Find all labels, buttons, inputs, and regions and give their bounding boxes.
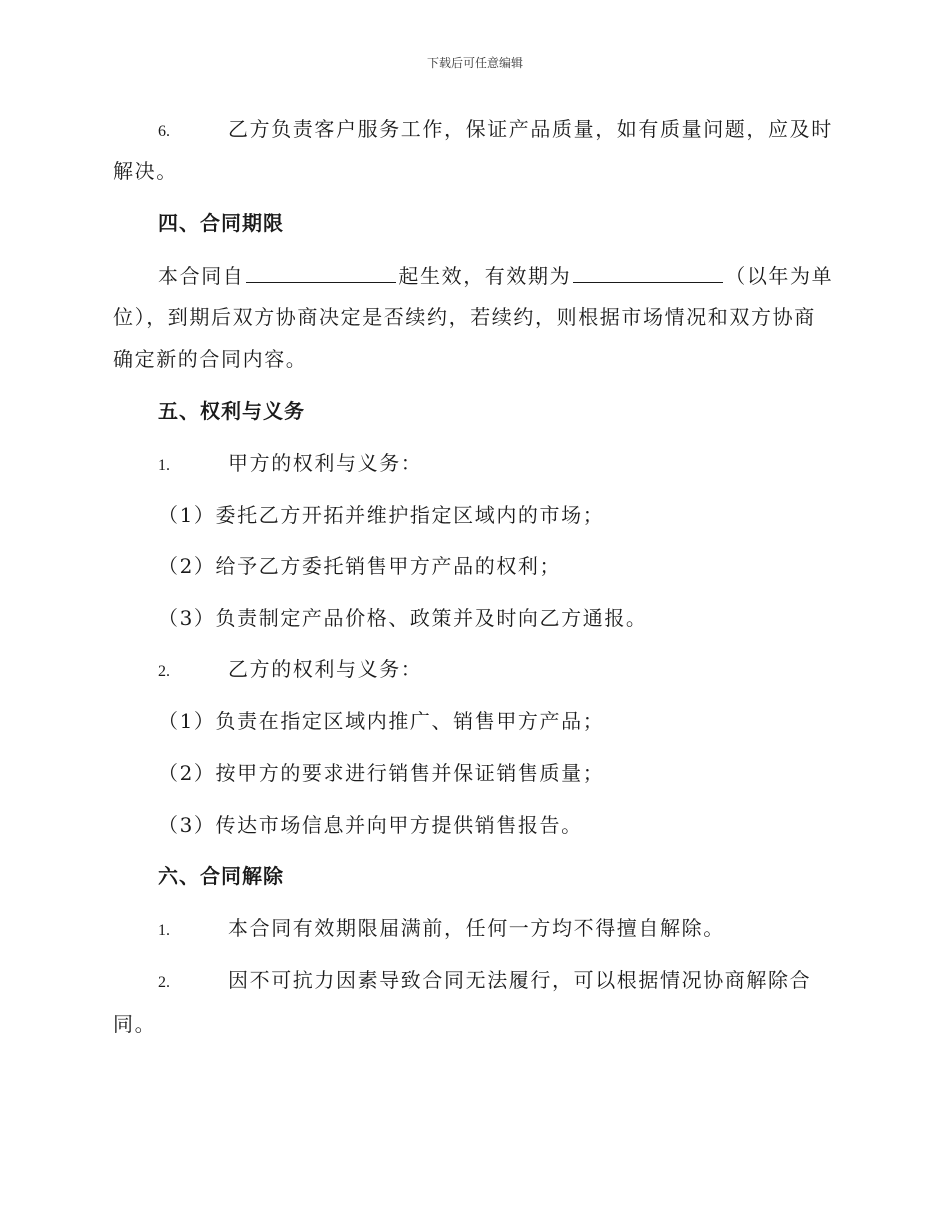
item-6-line-2: 解决。 — [113, 159, 178, 183]
item-text: 因不可抗力因素导致合同无法履行，可以根据情况协商解除合 — [228, 968, 812, 992]
text-segment: 本合同自 — [158, 264, 245, 288]
sub-item: （2）给予乙方委托销售甲方产品的权利； — [158, 554, 562, 578]
item-number: 1. — [158, 922, 170, 939]
sub-item: （3）负责制定产品价格、政策并及时向乙方通报。 — [158, 606, 648, 630]
section-5-item-1 — [158, 450, 422, 479]
item-6-line-1 — [158, 116, 833, 145]
section-4-paragraph-line-3: 确定新的合同内容。 — [113, 347, 308, 371]
section-4-paragraph-line-2: 位），到期后双方协商决定是否续约，若续约，则根据市场情况和双方协商 — [113, 305, 816, 329]
item-number: 6. — [158, 123, 170, 140]
page-header: 下载后可任意编辑 — [426, 56, 523, 70]
section-6-item-2-line-2: 同。 — [113, 1012, 157, 1036]
sub-item: （1）委托乙方开拓并维护指定区域内的市场； — [158, 503, 605, 527]
item-text: 乙方负责客户服务工作，保证产品质量，如有质量问题，应及时 — [228, 117, 833, 141]
item-number: 2. — [158, 974, 170, 991]
section-4-paragraph-line-1 — [158, 262, 833, 289]
start-date-blank — [246, 262, 396, 283]
item-number: 1. — [158, 457, 170, 474]
text-segment: （以年为单 — [725, 264, 834, 288]
item-text: 本合同有效期限届满前，任何一方均不得擅自解除。 — [228, 916, 725, 940]
section-6-item-2-line-1 — [158, 967, 811, 996]
term-blank — [573, 262, 723, 283]
section-4-title: 四、合同期限 — [158, 211, 284, 235]
text-segment: 起生效，有效期为 — [398, 264, 572, 288]
section-5-title: 五、权利与义务 — [158, 399, 305, 423]
item-text: 乙方的权利与义务： — [228, 657, 423, 681]
sub-item: （2）按甲方的要求进行销售并保证销售质量； — [158, 761, 605, 785]
item-number: 2. — [158, 663, 170, 680]
sub-item: （3）传达市场信息并向甲方提供销售报告。 — [158, 813, 583, 837]
sub-item: （1）负责在指定区域内推广、销售甲方产品； — [158, 709, 605, 733]
section-5-item-2 — [158, 656, 422, 685]
item-text: 甲方的权利与义务： — [228, 451, 423, 475]
section-6-title: 六、合同解除 — [158, 864, 284, 888]
section-6-item-1 — [158, 915, 725, 944]
